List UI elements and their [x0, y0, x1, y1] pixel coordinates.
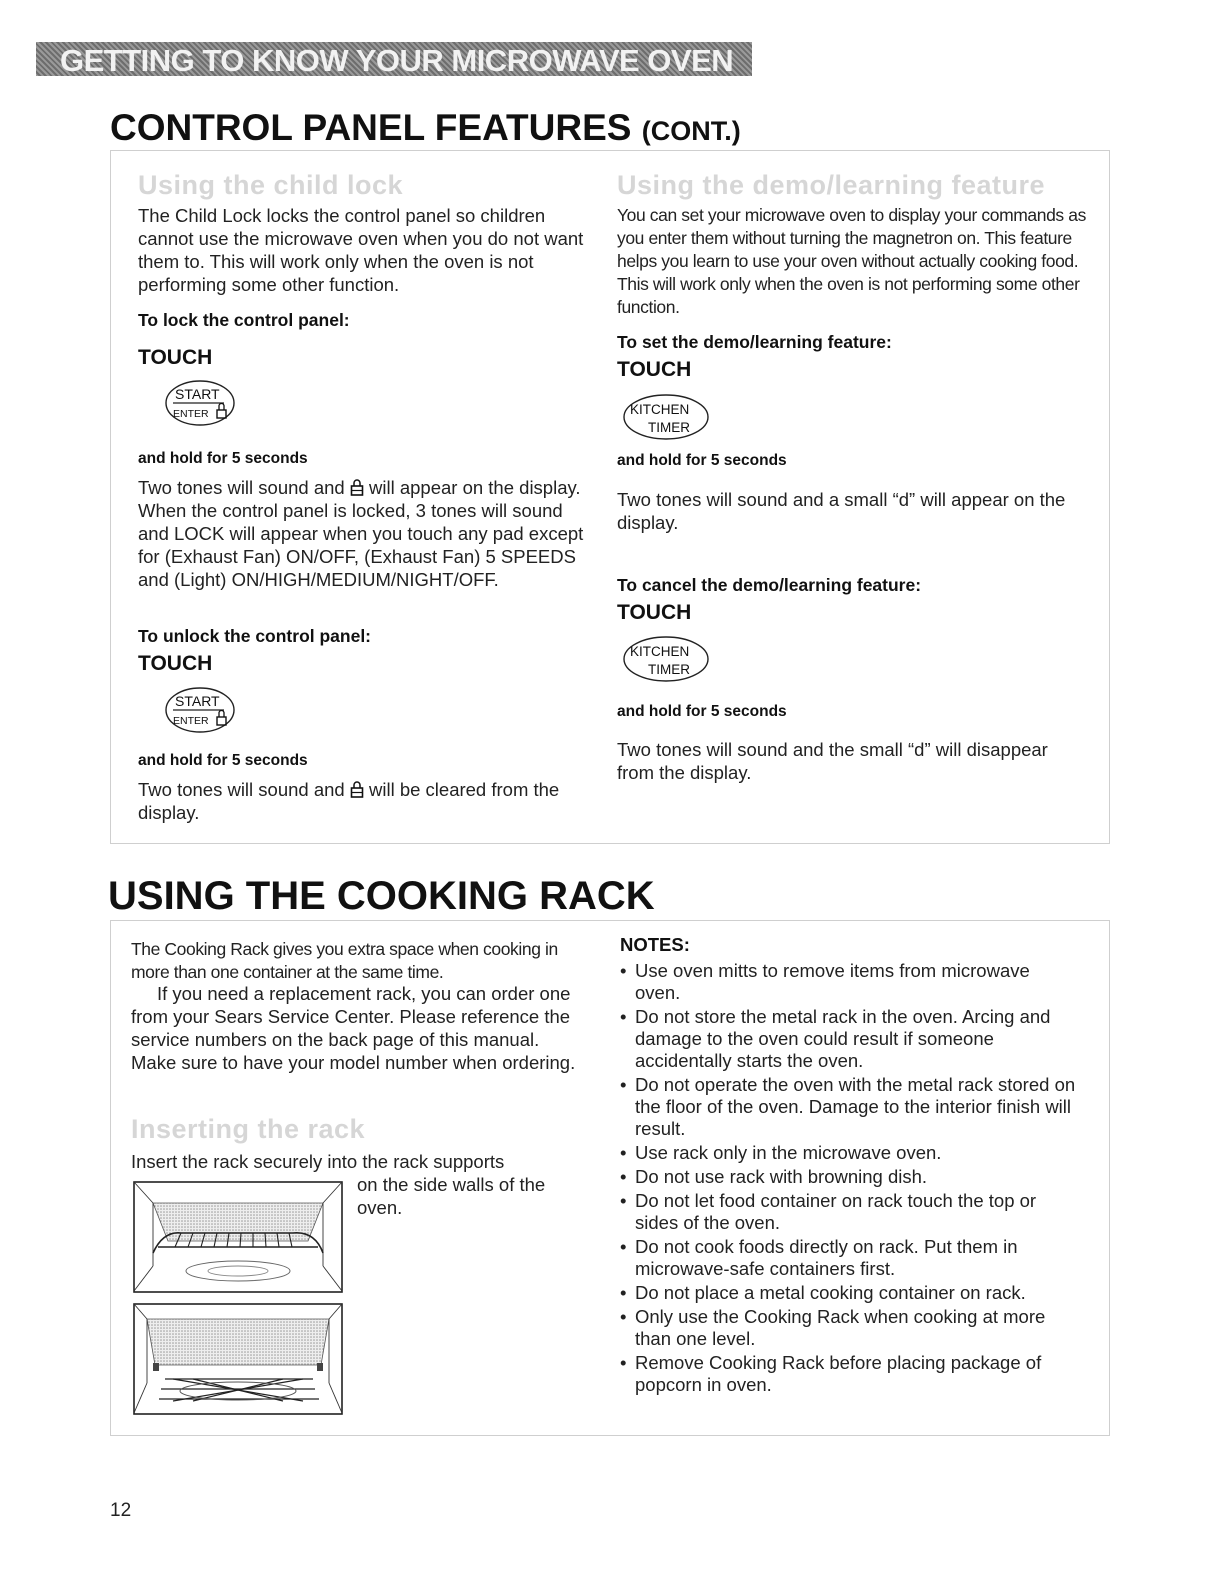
lock-label: To lock the control panel: — [138, 310, 350, 330]
insert-rack-text-1: Insert the rack securely into the rack supports — [131, 1151, 505, 1172]
demo-intro: You can set your microwave oven to display your commands as you enter them without turning the magnetron on. This feature helps you learn to use your oven without actually cooking food. This will work only when the oven is not performing some other function. — [617, 205, 1086, 317]
start-enter-pad-top: START — [175, 693, 220, 709]
unlock-hold-text: and hold for 5 seconds — [138, 752, 308, 769]
kitchen-timer-pad-top: KITCHEN — [630, 402, 690, 417]
kitchen-timer-pad-bottom: TIMER — [648, 662, 690, 677]
rack-intro-1: The Cooking Rack gives you extra space when cooking in more than one container at the same time. — [131, 939, 558, 982]
kitchen-timer-pad-icon — [622, 635, 710, 683]
note-item: • Use oven mitts to remove items from microwave oven. — [620, 960, 1080, 1004]
note-item: • Only use the Cooking Rack when cooking at more than one level. — [620, 1306, 1080, 1350]
unlock-result-before: Two tones will sound and — [138, 779, 345, 800]
banner-title: GETTING TO KNOW YOUR MICROWAVE OVEN — [60, 43, 734, 76]
lock-icon — [350, 479, 364, 496]
lock-hold-text: and hold for 5 seconds — [138, 450, 308, 467]
demo-hold-text: and hold for 5 seconds — [617, 452, 787, 469]
demo-touch-label: TOUCH — [617, 358, 692, 381]
child-lock-intro: The Child Lock locks the control panel so children cannot use the microwave oven when you do not want them to. This will work only when the oven is not performing some other function. — [138, 205, 584, 295]
notes-list — [620, 960, 1080, 1398]
lock-touch-label: TOUCH — [138, 346, 213, 369]
note-item: • Do not store the metal rack in the oven. Arcing and damage to the oven could result if someone accidentally starts the oven. — [620, 1006, 1080, 1072]
start-enter-pad-bottom: ENTER — [173, 715, 209, 727]
unlock-result — [138, 778, 593, 824]
page-number: 12 — [110, 1500, 132, 1521]
control-panel-title-main: CONTROL PANEL FEATURES — [110, 107, 632, 148]
child-lock-heading: Using the child lock — [138, 170, 404, 200]
section-banner — [36, 42, 752, 76]
notes-title: NOTES: — [620, 934, 690, 955]
unlock-label: To unlock the control panel: — [138, 626, 372, 646]
note-item: • Do not cook foods directly on rack. Put them in microwave-safe containers first. — [620, 1236, 1080, 1280]
note-item: • Use rack only in the microwave oven. — [620, 1142, 1080, 1164]
insert-rack-text-2: on the side walls of the oven. — [357, 1174, 546, 1218]
rack-intro-2: If you need a replacement rack, you can order one from your Sears Service Center. Please reference the service numbers on the back page of this manual. Make sure to have your model number when ordering. — [131, 983, 576, 1073]
kitchen-timer-pad-bottom: TIMER — [648, 420, 690, 435]
start-enter-pad-icon — [164, 686, 236, 734]
start-enter-pad-bottom: ENTER — [173, 408, 209, 420]
demo-heading: Using the demo/learning feature — [617, 170, 1046, 200]
note-item: • Do not use rack with browning dish. — [620, 1166, 1080, 1188]
demo-cancel-label: To cancel the demo/learning feature: — [617, 575, 922, 595]
demo-cancel-hold-text: and hold for 5 seconds — [617, 703, 787, 720]
demo-cancel-touch-label: TOUCH — [617, 601, 692, 624]
kitchen-timer-pad-icon — [622, 393, 710, 441]
note-item: • Do not let food container on rack touch the top or sides of the oven. — [620, 1190, 1080, 1234]
demo-set-label: To set the demo/learning feature: — [617, 332, 892, 352]
note-item: • Do not operate the oven with the metal rack stored on the floor of the oven. Damage to the interior finish will result. — [620, 1074, 1080, 1140]
note-item: • Do not place a metal cooking container on rack. — [620, 1282, 1080, 1304]
lock-result-after: will appear on the display. When the control panel is locked, 3 tones will sound and LOCK will appear when you touch any pad except for (Exhaust Fan) ON/OFF, (Exhaust Fan) 5 SPEEDS and (Light) ON/HIGH/MEDIUM/NIGHT/OFF. — [138, 477, 584, 590]
lock-result-before: Two tones will sound and — [138, 477, 345, 498]
lock-icon — [350, 781, 364, 798]
insert-rack-heading: Inserting the rack — [131, 1114, 366, 1144]
cooking-rack-title: USING THE COOKING RACK — [108, 874, 655, 918]
note-item: • Remove Cooking Rack before placing package of popcorn in oven. — [620, 1352, 1080, 1396]
start-enter-pad-icon — [164, 379, 236, 427]
lock-result — [138, 476, 593, 591]
control-panel-title-suffix: (CONT.) — [641, 116, 741, 146]
kitchen-timer-pad-top: KITCHEN — [630, 644, 690, 659]
unlock-result-after: will be cleared from the display. — [138, 779, 560, 823]
start-enter-pad-top: START — [175, 386, 220, 402]
demo-cancel-result: Two tones will sound and the small “d” will disappear from the display. — [617, 739, 1048, 783]
rack-on-supports-illustration — [133, 1181, 343, 1293]
demo-set-result: Two tones will sound and a small “d” will appear on the display. — [617, 489, 1066, 533]
control-panel-title — [110, 107, 741, 149]
unlock-touch-label: TOUCH — [138, 652, 213, 675]
rack-on-floor-illustration — [133, 1303, 343, 1415]
